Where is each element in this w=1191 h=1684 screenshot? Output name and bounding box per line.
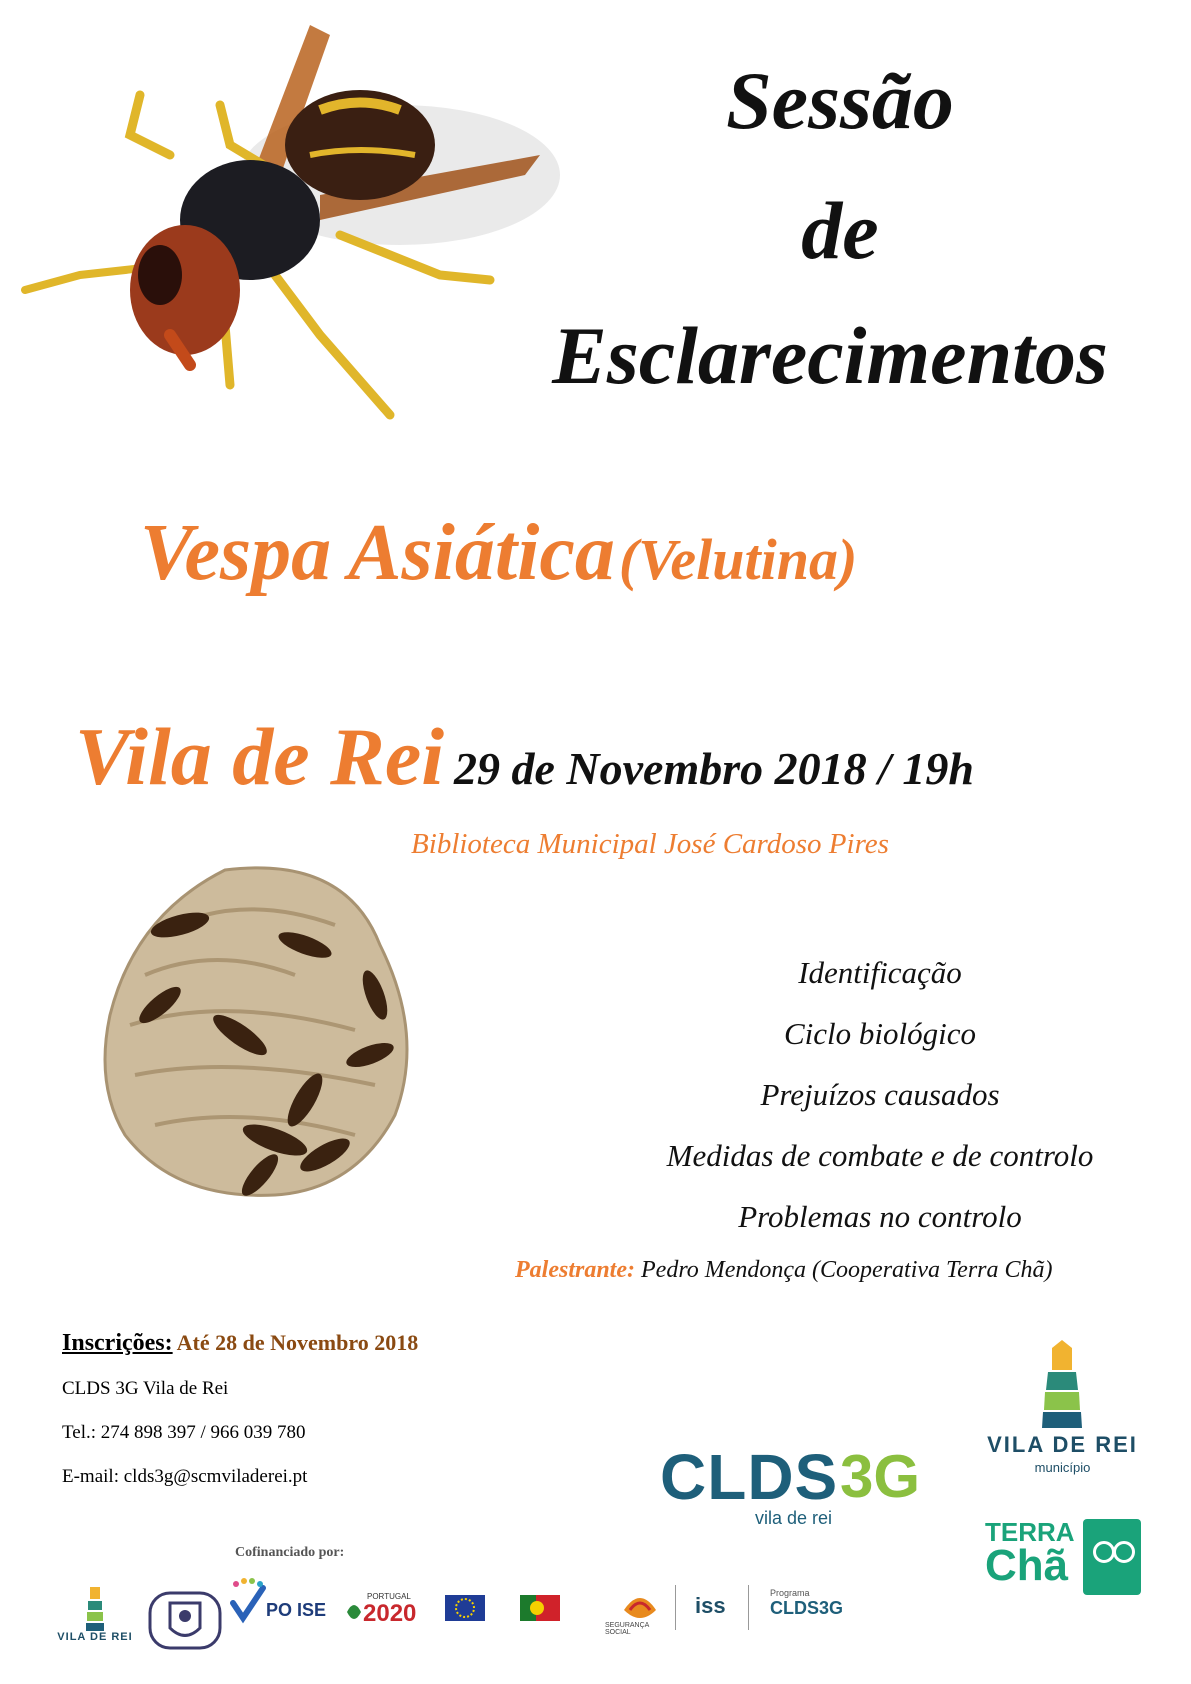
event-line bbox=[75, 710, 974, 804]
subject-heading bbox=[140, 508, 1140, 599]
topic-item: Identificação bbox=[798, 955, 962, 990]
poise-text: PO ISE bbox=[266, 1600, 327, 1620]
clds-logo-sub: vila de rei bbox=[755, 1508, 833, 1528]
programa-clds-text: CLDS3G bbox=[770, 1598, 844, 1618]
subject-main: Vespa Asiática bbox=[140, 509, 615, 597]
clds-logo-text: CLDS bbox=[660, 1441, 839, 1513]
registration-label: Inscrições: bbox=[62, 1330, 173, 1356]
vila-de-rei-small-logo bbox=[50, 1575, 140, 1655]
subject-paren: (Velutina) bbox=[618, 527, 858, 592]
portugal-2020-text: 2020 bbox=[363, 1600, 417, 1627]
portugal-2020-top: PORTUGAL bbox=[367, 1592, 411, 1601]
registration-org: CLDS 3G Vila de Rei bbox=[62, 1378, 229, 1399]
poise-icon bbox=[228, 1578, 268, 1628]
clds-3g-logo bbox=[660, 1440, 920, 1530]
event-venue: Biblioteca Municipal José Cardoso Pires bbox=[411, 828, 889, 860]
topic-item: Ciclo biológico bbox=[783, 1016, 976, 1051]
topic-item: Prejuízos causados bbox=[760, 1077, 1000, 1112]
portugal-2020-icon bbox=[345, 1598, 363, 1626]
seguranca-social-icon bbox=[622, 1590, 658, 1622]
eu-flag-icon bbox=[445, 1595, 485, 1621]
speaker-label: Palestrante: bbox=[515, 1257, 635, 1283]
registration-email[interactable]: E-mail: clds3g@scmviladerei.pt bbox=[62, 1466, 308, 1487]
speaker-line bbox=[515, 1257, 1053, 1284]
iss-logo: iss bbox=[695, 1593, 726, 1618]
portugal-flag-icon bbox=[520, 1595, 560, 1621]
terra-logo-top: TERRA bbox=[985, 1517, 1075, 1547]
event-place: Vila de Rei bbox=[75, 711, 444, 802]
title-line-3: Esclarecimentos bbox=[552, 310, 1108, 401]
vila-de-rei-logo-sub: município bbox=[1034, 1460, 1091, 1475]
speaker-name: Pedro Mendonça (Cooperativa Terra Chã) bbox=[641, 1257, 1053, 1283]
registration-deadline: Até 28 de Novembro 2018 bbox=[176, 1330, 419, 1355]
title-line-1: Sessão bbox=[726, 55, 954, 146]
terra-cha-logo bbox=[985, 1517, 1145, 1597]
portugal-2020-logo bbox=[345, 1592, 430, 1632]
footer-divider bbox=[748, 1585, 749, 1630]
poise-logo bbox=[228, 1578, 328, 1648]
seguranca-social-logo bbox=[605, 1585, 675, 1640]
programa-text: Programa bbox=[770, 1588, 810, 1598]
crest-icon bbox=[145, 1588, 225, 1653]
registration-heading bbox=[62, 1330, 418, 1357]
topic-item: Problemas no controlo bbox=[738, 1199, 1022, 1234]
clds-logo-3g: 3G bbox=[840, 1443, 921, 1510]
title-line-2: de bbox=[801, 185, 879, 276]
owl-icon bbox=[1083, 1519, 1141, 1595]
terra-logo-bottom: Chã bbox=[985, 1541, 1069, 1590]
topic-item: Medidas de combate e de controlo bbox=[666, 1138, 1094, 1173]
vila-de-rei-logo-name: VILA DE REI bbox=[987, 1432, 1138, 1457]
registration-phone: Tel.: 274 898 397 / 966 039 780 bbox=[62, 1422, 306, 1443]
vila-de-rei-small-text: VILA DE REI bbox=[57, 1631, 133, 1643]
vila-de-rei-small-icon bbox=[84, 1587, 106, 1631]
programa-clds-logo bbox=[770, 1588, 850, 1628]
cofinanced-label: Cofinanciado por: bbox=[235, 1545, 345, 1560]
footer-divider bbox=[675, 1585, 676, 1630]
event-datetime: 29 de Novembro 2018 / 19h bbox=[454, 743, 975, 794]
wasp-nest-image bbox=[95, 855, 435, 1205]
seguranca-social-text: SEGURANÇA SOCIAL bbox=[605, 1621, 649, 1636]
topics-list bbox=[560, 955, 1191, 1260]
vila-de-rei-logo-icon bbox=[1040, 1340, 1084, 1430]
